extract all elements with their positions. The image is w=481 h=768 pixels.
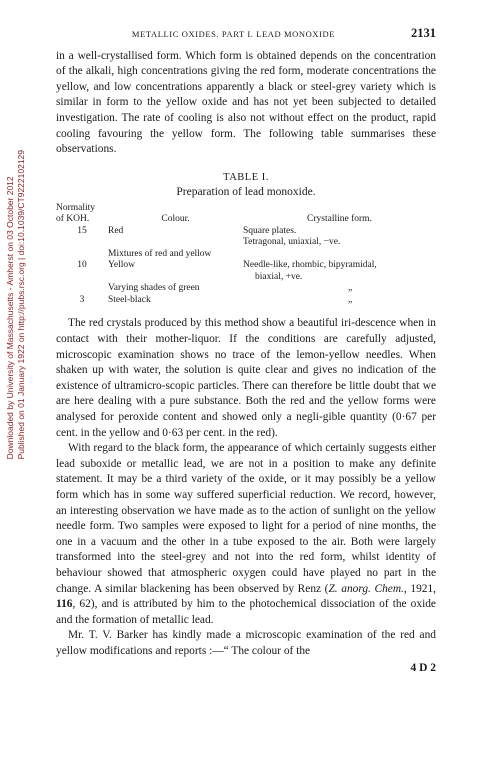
cell-colour: [108, 237, 243, 249]
preparation-table: [56, 203, 436, 307]
cell-form: „: [348, 283, 353, 294]
cell-form: Tetragonal, uniaxial, −ve.: [243, 237, 341, 248]
cell-form: Needle-like, rhombic, bipyramidal,: [243, 260, 377, 271]
cell-colour: [108, 272, 243, 284]
table-row: [56, 226, 436, 238]
article-page: [56, 26, 436, 676]
header-normality-line-1: Normality: [56, 202, 96, 213]
table-row: [56, 272, 436, 284]
download-notice-line-1: Downloaded by University of Massachusetts - Amherst on 03 October 2012: [5, 176, 15, 460]
cell-normality: [56, 272, 108, 284]
header-crystalline-form: Crystalline form.: [307, 214, 372, 225]
paragraph-4: Mr. T. V. Barker has kindly made a microscopic examination of the red and yellow modifications and reports :—“ The colour of the: [56, 629, 436, 657]
table-title: Preparation of lead monoxide.: [176, 186, 316, 199]
running-header: [56, 26, 436, 43]
cell-colour: Varying shades of green: [108, 283, 200, 294]
cell-normality: [56, 249, 108, 261]
table-row: [56, 283, 436, 295]
paragraph-3: [56, 441, 436, 628]
download-notice: [5, 150, 27, 459]
cell-form: „: [348, 294, 353, 305]
cell-form: [243, 249, 436, 261]
cell-colour: Red: [108, 225, 124, 236]
journal-volume: 116: [56, 598, 73, 611]
cell-form: Square plates.: [243, 225, 297, 236]
cell-form: biaxial, +ve.: [255, 271, 303, 282]
table-caption: TABLE I.: [223, 171, 269, 183]
paragraph-2: The red crystals produced by this method show a beautiful iri-descence when in contact with their mother-liquor. If the conditions are carefully adjusted, microscopic examination shows no trace of the lemon-yellow needles. When shaken up with water, the solution is quite clear and gives no indication of the existence of ultramicro-scopic particles. There can therefore be little doubt that we are here dealing with a pure substance. Both the red and the yellow forms were analysed for peroxide content and showed only a negli-gible quantity (0·67 per cent. in the yellow and 0·63 per cent. in the red).: [56, 317, 436, 439]
cell-colour: Yellow: [108, 260, 136, 271]
header-normality: [56, 203, 108, 226]
cell-colour: Steel-black: [108, 294, 151, 305]
running-title: METALLIC OXIDES. PART I. LEAD MONOXIDE: [131, 29, 336, 39]
cell-normality: [56, 237, 108, 249]
header-colour: Colour.: [161, 214, 190, 225]
table-row: [56, 260, 436, 272]
journal-name: Z. anorg. Chem.: [328, 582, 404, 595]
paragraph-3-text-c: , 62), and is attributed by him to the photochemical dissociation of the oxide and the formation of metallic lead.: [56, 598, 436, 626]
page-number: 2131: [411, 26, 436, 40]
header-normality-line-2: of KOH.: [56, 214, 90, 225]
table-row: [56, 249, 436, 261]
paragraph-3-text-a: With regard to the black form, the appearance of which certainly suggests either lead suboxide or metallic lead, we are not in a position to make any definite statement. It may be a third variety of the oxide, or it may possibly be a yellow form which has in some way suffered superficial reduction. We record, however, an interesting observation we have made as to the action of sunlight on the yellow needle form. Two samples were exposed to light for a period of nine months, the one in a vacuum and the other in a tube exposed to the air. Both were largely transformed into the steel-grey and not into the red form, whilst identity of behaviour showed that atmospheric oxygen could have played no part in the change. A similar blackening has been observed by Renz (: [56, 442, 436, 595]
signature-mark: 4 D 2: [410, 661, 436, 674]
paragraph-1: in a well-crystallised form. Which form is obtained depends on the concentration of the alkali, high concentrations giving the red form, moderate concentrations the yellow, and low concentrations apparently a black or steel-grey variety which is similar in form to the yellow oxide and has not yet been subjected to detailed investigation. The rate of cooling is also not without effect on the product, rapid cooling favouring the yellow form. The following table summarises these observations.: [56, 49, 436, 156]
cell-normality: 10: [77, 260, 87, 271]
table-row: [56, 295, 436, 307]
cell-colour: Mixtures of red and yellow: [108, 248, 212, 259]
cell-normality: 3: [79, 294, 85, 305]
download-notice-line-2: Published on 01 January 1922 on http://pubs.rsc.org | doi:10.1039/CT9222102129: [16, 150, 26, 460]
table-row: [56, 237, 436, 249]
table-header-row: [56, 203, 436, 226]
cell-normality: [56, 283, 108, 295]
paragraph-3-text-b: , 1921,: [403, 582, 436, 595]
cell-normality: 15: [77, 225, 87, 236]
